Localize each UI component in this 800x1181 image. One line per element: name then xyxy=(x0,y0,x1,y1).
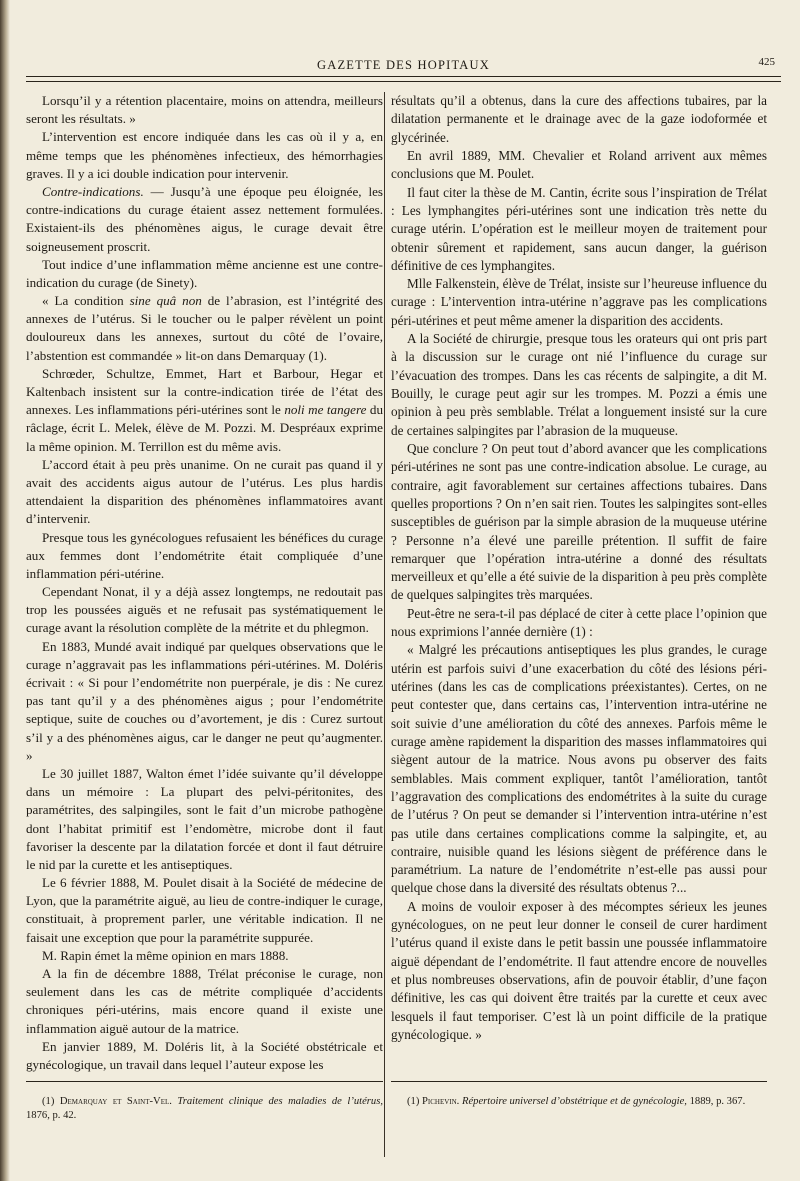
page-binding-edge xyxy=(0,0,10,1181)
paragraph: L’accord était à peu près unanime. On ne curait pas quand il y avait des accidents aigus autour de l’utérus. Les plus hardis attendaient la disparition des phénomènes inflammatoires avant d’intervenir. xyxy=(26,456,383,527)
paragraph: Cependant Nonat, il y a déjà assez longtemps, ne redoutait pas trop les poussées aiguës et ne refusait pas systématiquement le curage avant la résolution complète de la métrite et du phlegmon. xyxy=(26,584,383,636)
footnote-text xyxy=(26,1095,383,1122)
paragraph: A la fin de décembre 1888, Trélat préconise le curage, non seulement dans les cas de métrite compliquée d’accidents chroniques péri-utérins, mais encore quand il existe une inflammation aiguë autour de la matrice. xyxy=(26,966,383,1036)
paragraph: M. Rapin émet la même opinion en mars 1888. xyxy=(42,947,289,963)
left-column xyxy=(26,92,383,1074)
footnote-rule xyxy=(391,1081,767,1082)
footnote-rule xyxy=(26,1081,383,1082)
paragraph: Le 30 juillet 1887, Walton émet l’idée suivante qu’il développe dans un mémoire : La plupart des pelvi-péritonites, des paramétrites, des salpingiles, sont le fait d’un microbe pathogène dont l’habitat primitif est l’endomètre, microbe dont il faut favoriser la descente par la dilatation forcée et dont il faut détruire le nid par la curette et les antiseptiques. xyxy=(26,765,383,872)
paragraph: Que conclure ? On peut tout d’abord avancer que les complications péri-utérines ne sont pas une contre-indication absolue. Le curage, au contraire, agit favorablement sur certaines affections tubaires. Dans quelles proportions ? On n’en sait rien. Toutes les salpingites sont-elles susceptibles de guérison par la simple abrasion de la muqueuse utérine ? Personne n’a élevé une pareille prétention. Il suffit de faire remarquer que l’opération intra-utérine a donné des résultats merveilleux et qu’elle a été suivie de la disparition à peu près complète de quelques salpingites très marquées. xyxy=(391,440,767,603)
paragraph: En avril 1889, MM. Chevalier et Roland arrivent aux mêmes conclusions que M. Poulet. xyxy=(391,147,767,182)
footnote-pages: 1876, p. 42. xyxy=(26,1109,77,1121)
page-number: 425 xyxy=(758,56,775,68)
footnote-title: Traitement clinique des maladies de l’utérus, xyxy=(171,1096,383,1107)
footnote-pages: 1889, p. 367. xyxy=(686,1096,746,1107)
paragraph: En janvier 1889, M. Doléris lit, à la Société obstétricale et gynécologique, un travail dans lequel l’auteur expose les xyxy=(26,1038,383,1072)
paragraph: Presque tous les gynécologues refusaient les bénéfices du curage aux femmes dont l’endométrite était compliquée d’une inflammation péri-utérine. xyxy=(26,529,383,581)
paragraph: Le 6 février 1888, M. Poulet disait à la Société de médecine de Lyon, que la paramétrite aiguë, au lieu de contre-indiquer le curage, constituait, à proprement parler, une véritable indication. Il ne faisait une exception que pour la paramétrite suppurée. xyxy=(26,875,383,945)
footnote-marker: (1) xyxy=(407,1096,423,1107)
paragraph xyxy=(26,183,383,256)
paragraph xyxy=(26,292,383,365)
paragraph: Lorsqu’il y a rétention placentaire, moins on attendra, meilleurs seront les résultats. » xyxy=(26,93,383,127)
latin-phrase: noli me tangere xyxy=(284,402,367,418)
right-column xyxy=(391,92,767,1044)
paragraph-text: — Jusqu’à une époque peu éloignée, les contre-indications du curage étaient assez nettement formulées. Existaient-ils des phénomènes aigus, le curage devait être soigneusement proscrit. xyxy=(26,183,383,254)
paragraph: A la Société de chirurgie, presque tous les orateurs qui ont pris part à la discussion sur le curage ont nié l’influence du curage sur l’évacuation des trompes. Dans les cas récents de salpingite, a dit M. Bouilly, le curage peut agir sur les trompes. M. Pozzi a émis une opinion à peu près semblable. Trélat a longuement insisté sur la cure de certaines salpingites par l’abrasion de la muqueuse. xyxy=(391,331,767,438)
paragraph xyxy=(26,365,383,456)
footnote-text xyxy=(391,1095,767,1109)
latin-phrase: sine quâ non xyxy=(129,293,202,309)
footnote-author: Demarquay et Saint-Vel. xyxy=(59,1096,172,1107)
paragraph: Il faut citer la thèse de M. Cantin, écrite sous l’inspiration de Trélat : Les lymphangites péri-utérines sont une indication très nette du curage utérin. L’opération est le meilleur moyen de traitement pour obtenir sûrement et rapidement, sans aucun danger, la guérison définitive de ces lymphangites. xyxy=(391,184,767,273)
paragraph: « Malgré les précautions antiseptiques les plus grandes, le curage utérin est parfois suivi d’une exacerbation du côté des lésions péri-utérines (dans les cas de complications préexistantes). Certes, on ne peut contester que, dans certains cas, l’intervention intra-utérine ne soit suivie d’une amélioration du côté des annexes. Parfois même le curage amène rapidement la disparition des masses inflammatoires qui siègent autour de la matrice. Nous avons pu observer des faits semblables. Mais comment expliquer, tantôt l’amélioration, tantôt l’aggravation des complications des endométrites à la suite du curage de l’utérus ? On peut se demander si l’intervention intra-utérine n’est pas utile dans certaines complications comme la salpingite, et, au contraire, nuisible quand les lésions siègent de préférence dans le paramétrium. La nature de l’endométrite n’est-elle pas aussi pour quelque chose dans la diversité des résultats obtenus ?... xyxy=(391,642,767,896)
footnote-marker: (1) xyxy=(42,1096,60,1107)
paragraph: Mlle Falkenstein, élève de Trélat, insiste sur l’heureuse influence du curage : L’intervention intra-utérine n’aggrave pas les complications péri-utérines et peut même amener la disparition des accidents. xyxy=(391,276,768,328)
column-divider xyxy=(384,92,385,1157)
paragraph: Peut-être ne sera-t-il pas déplacé de citer à cette place l’opinion que nous exprimions l’année dernière (1) : xyxy=(391,605,767,640)
paragraph: En 1883, Mundé avait indiqué par quelques observations que le curage n’aggravait pas les inflammations péri-utérines. M. Doléris écrivait : « Si pour l’endométrite non puerpérale, je dis : Ne curez pas tant qu’il y a des phénomènes aigus ; pour l’endométrite septique, suite de couches ou d’avortement, je dis : Curez surtout s’il y a des phénomènes aigus, car le danger ne peut qu’augmenter. » xyxy=(26,638,383,763)
running-title: GAZETTE DES HOPITAUX xyxy=(317,58,490,72)
paragraph-text: de l’abrasion, est l’intégrité des annexes de l’utérus. Si le toucher ou le palper révèlent un point douloureux dans les annexes, surtout du côté de l’ovaire, l’abstention est commandée » lit-on dans Demarquay (1). xyxy=(26,293,384,363)
paragraph: résultats qu’il a obtenus, dans la cure des affections tubaires, par la dilatation permanente et le drainage avec de la gaze iodoformée et glycérinée. xyxy=(391,93,767,145)
paragraph-text: Schrœder, Schultze, Emmet, Hart et Barbour, Hegar et Kaltenbach insistent sur la contre-indication tirée de l’état des annexes. Les inflammations péri-utérines sont le xyxy=(26,365,383,418)
footnote-title: Répertoire universel d’obstétrique et de gynécologie, xyxy=(459,1096,687,1107)
left-footnote xyxy=(26,1095,383,1122)
right-footnote xyxy=(391,1095,767,1109)
paragraph-text: « La condition xyxy=(42,293,130,309)
paragraph-text: du râclage, écrit L. Melek, élève de M. Pozzi. M. Despréaux exprime la même opinion. M. Terrillon est du même avis. xyxy=(26,402,383,454)
section-heading: Contre-indications. xyxy=(42,183,144,199)
paragraph: Tout indice d’une inflammation même ancienne est une contre-indication du curage (de Sinety). xyxy=(26,256,383,290)
paragraph: A moins de vouloir exposer à des mécomptes sérieux les jeunes gynécologues, on ne peut leur donner le conseil de curer hardiment l’utérus quand il existe dans le petit bassin une poussée inflammatoire aiguë dépendant de l’endométrite. Il faut attendre encore de nouvelles et plus nombreuses observations, afin de pouvoir établir, d’une façon définitive, les cas qui doivent être traités par la curette et ceux avec lesquels il faut temporiser. C’est là un point difficile de la pratique gynécologique. » xyxy=(391,898,767,1042)
footnote-author: Pichevin. xyxy=(422,1096,460,1107)
paragraph: L’intervention est encore indiquée dans les cas où il y a, en même temps que les phénomènes infectieux, des hémorrhagies graves. Il y a ici double indication pour intervenir. xyxy=(26,129,383,181)
page-header xyxy=(26,56,781,78)
header-rule xyxy=(26,76,781,82)
